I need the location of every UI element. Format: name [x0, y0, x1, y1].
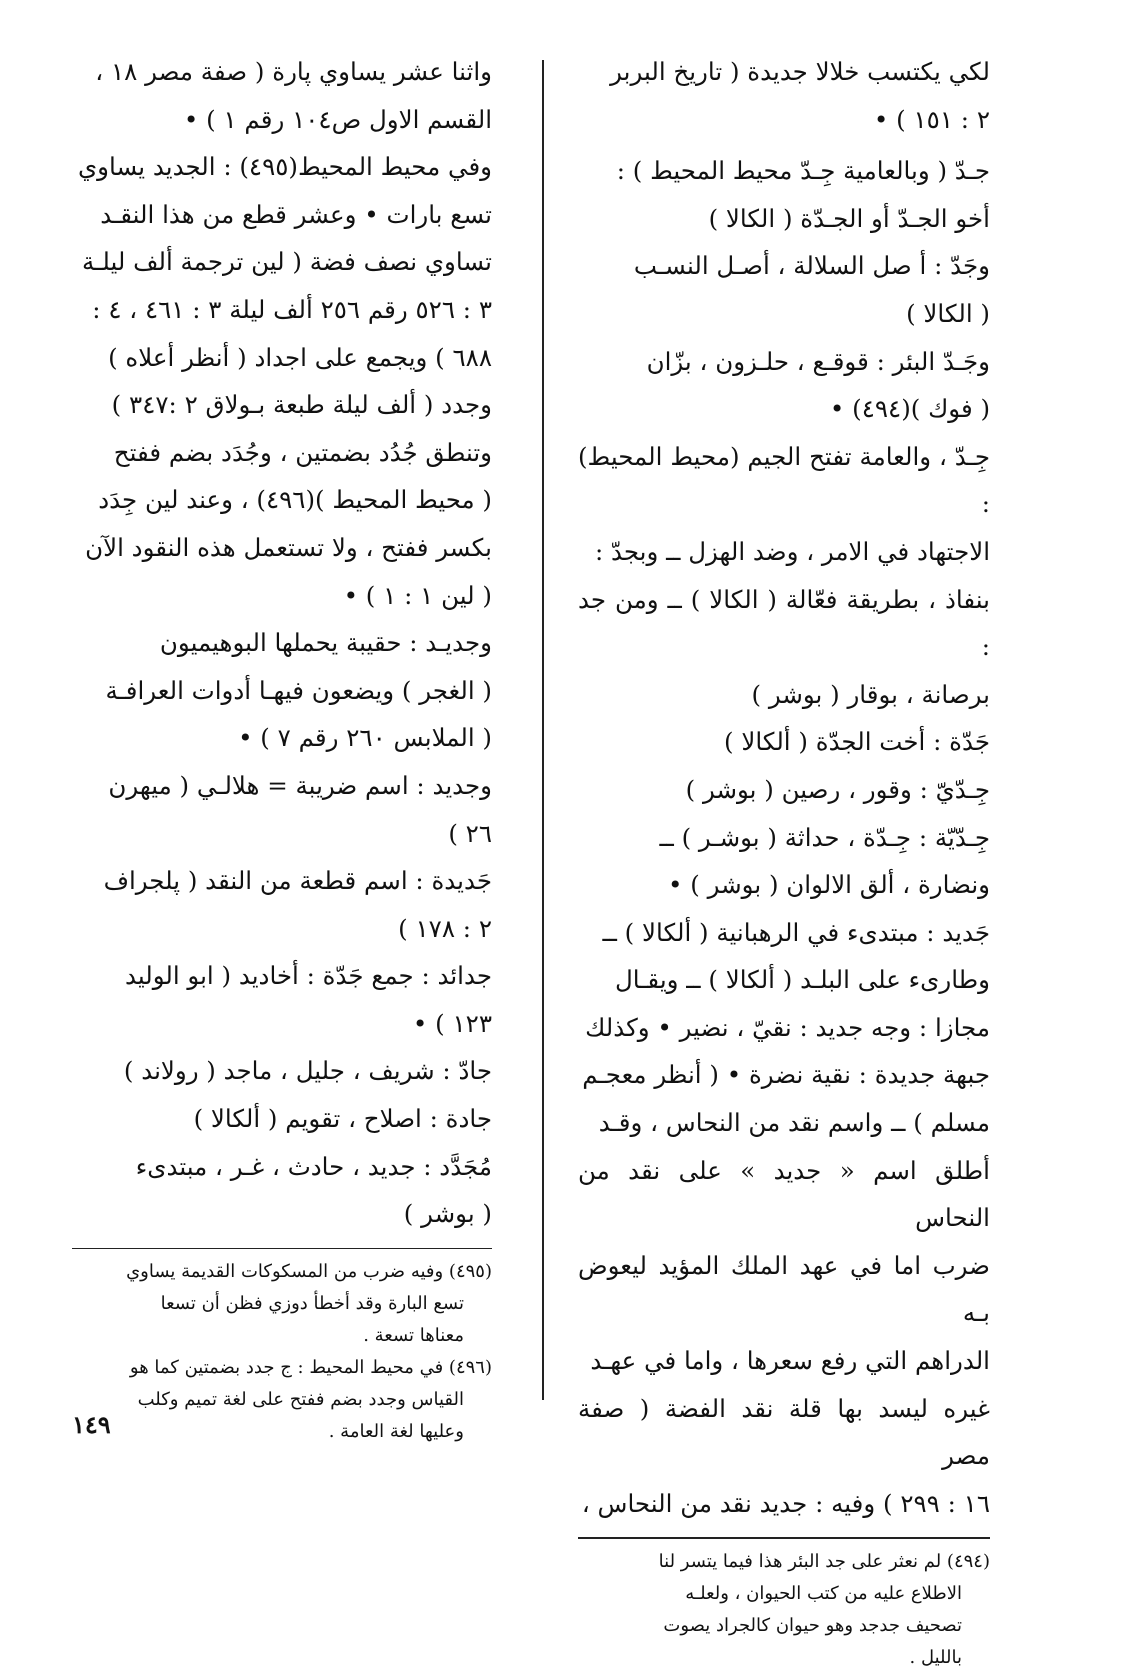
text-line: ( بوشر ): [403, 1199, 492, 1229]
text-line: جادة : اصلاح ، تقويم ( ألكالا ): [193, 1104, 492, 1134]
footnote-line: وعليها لغة العامة .: [328, 1421, 464, 1443]
text-line: وفي محيط المحيط(٤٩٥) : الجديد يساوي: [77, 152, 492, 182]
text-line: وجديد : اسم ضريبة = هلالـي ( ميهرن: [108, 770, 492, 800]
text-line: ( لين ١ : ١ ) •: [343, 580, 492, 610]
column-divider: [542, 60, 544, 1400]
footnote-line: بالليل .: [909, 1646, 962, 1668]
text-line: مجازا : وجه جديد : نقيّ ، نضير • وكذلك: [585, 1012, 990, 1042]
footnote-rule: [72, 1248, 492, 1250]
text-line: واثنا عشر يساوي پارة ( صفة مصر ١٨ ،: [95, 57, 492, 86]
text-line: جبهة جديدة : نقية نضرة • ( أنظر معجـم: [582, 1060, 990, 1090]
text-line: بنفاذ ، بطريقة فعّالة ( الكالا ) ــ ومن جد :: [578, 584, 990, 662]
footnote-line: (٤٩٥) وفيه ضرب من المسكوكات القديمة يساوي: [126, 1261, 492, 1283]
text-line: ٢ : ١٧٨ ): [398, 913, 492, 943]
footnote-line: تصحيف جدجد وهو حيوان كالجراد يصوت: [663, 1614, 962, 1636]
footnote-rule: [578, 1537, 990, 1539]
footnote-line: (٤٩٤) لم نعثر على جد البئر هذا فيما يتسر لنا: [658, 1550, 990, 1572]
text-line: جَدّة : أخت الجدّة ( ألكالا ): [724, 727, 990, 757]
text-line: أخو الجـدّ أو الجـدّة ( الكالا ): [708, 203, 990, 233]
text-line: برصانة ، بوقار ( بوشر ): [751, 679, 990, 709]
text-line: ٢٦ ): [448, 818, 492, 848]
text-line: ( فوك )(٤٩٤) •: [829, 394, 990, 424]
text-line: جِـدّ ، والعامة تفتح الجيم (محيط المحيط) :: [578, 441, 990, 519]
text-line: ( الملابس ٢٦٠ رقم ٧ ) •: [238, 723, 492, 753]
text-line: تساوي نصف فضة ( لين ترجمة ألف ليلـة: [82, 247, 492, 277]
page-number: ١٤٩: [72, 1410, 111, 1439]
footnote-line: معناها تسعة .: [363, 1325, 464, 1347]
text-line: ٣ : ٥٢٦ رقم ٢٥٦ ألف ليلة ٣ : ٤٦١ ، ٤ :: [92, 294, 492, 324]
left-column-text: [72, 48, 492, 1238]
text-line: جـدّ ( وبالعامية جِـدّ محيط المحيط ) :: [616, 156, 990, 186]
text-line: وجَـدّ البئر : قوقـع ، حلـزون ، بزّان: [646, 346, 990, 376]
left-footnotes: [72, 1259, 492, 1445]
text-line: جِـدّيّة : جِـدّة ، حداثة ( بوشـر ) ــ: [659, 822, 990, 852]
text-line: ( الكالا ): [906, 298, 990, 328]
footnote-line: تسع البارة وقد أخطأ دوزي فظن أن تسعا: [160, 1293, 464, 1315]
right-column-text: [578, 48, 990, 1527]
text-line: وجديـد : حقيبة يحملها البوهيميون: [159, 628, 492, 658]
text-line: ٦٨٨ ) ويجمع على اجداد ( أنظر أعلاه ): [108, 342, 492, 372]
text-line: تسع بارات • وعشر قطع من هذا النقـد: [100, 199, 492, 229]
text-line: وطارىء على البلـد ( ألكالا ) ــ ويقـال: [614, 965, 990, 995]
text-line: ٢ : ١٥١ ) •: [873, 104, 990, 134]
text-line: وجدد ( ألف ليلة طبعة بـولاق ٢ :٣٤٧ ): [111, 390, 492, 420]
left-column: [72, 48, 492, 1451]
text-line: ١٦ : ٢٩٩ ) وفيه : جديد نقد من النحاس ،: [581, 1488, 990, 1518]
text-line: أطلق اسم « جديد » على نقد من النحاس: [578, 1155, 990, 1233]
text-line: بكسر ففتح ، ولا تستعمل هذه النقود الآن: [85, 532, 492, 562]
text-line: لكي يكتسب خلالا جديدة ( تاريخ البربر: [610, 57, 990, 86]
footnote-line: القياس وجدد بضم ففتح على لغة تميم وكلب: [137, 1389, 464, 1411]
text-line: جَديدة : اسم قطعة من النقد ( پلجراف: [103, 866, 492, 896]
right-column: [578, 48, 990, 1677]
text-line: مُجَدَّد : جديد ، حادث ، غـر ، مبتدىء: [135, 1151, 492, 1181]
text-line: الاجتهاد في الامر ، وضد الهزل ــ وبجدّ :: [594, 536, 990, 566]
text-line: مسلم ) ــ واسم نقد من النحاس ، وقـد: [598, 1108, 990, 1138]
footnote-line: الاطلاع عليه من كتب الحيوان ، ولعلـه: [685, 1582, 962, 1604]
text-line: وتنطق جُدُد بضمتين ، وجُدَد بضم ففتح: [113, 437, 492, 467]
text-line: ١٢٣ ) •: [412, 1008, 492, 1038]
text-line: وجَدّ : أ صل السلالة ، أصـل النسـب: [633, 251, 990, 281]
text-line: القسم الاول ص١٠٤ رقم ١ ) •: [183, 104, 492, 134]
text-line: جَديد : مبتدىء في الرهبانية ( ألكالا ) ــ: [602, 917, 990, 947]
text-line: الدراهم التي رفع سعرها ، واما في عهـد: [590, 1346, 990, 1376]
text-line: جادّ : شريف ، جليل ، ماجد ( رولاند ): [123, 1056, 492, 1086]
text-line: جدائد : جمع جَدّة : أخاديد ( ابو الوليد: [125, 961, 492, 991]
footnote-line: (٤٩٦) في محيط المحيط : ج جدد بضمتين كما هو: [129, 1357, 492, 1379]
text-line: ( الغجر ) ويضعون فيهـا أدوات العرافـة: [105, 675, 492, 705]
text-line: غيره ليسد بها قلة نقد الفضة ( صفة مصر: [578, 1393, 990, 1471]
text-line: جِـدّيّ : وقور ، رصين ( بوشر ): [685, 774, 990, 804]
text-line: ( محيط المحيط )(٤٩٦) ، وعند لين جِدَد: [98, 485, 492, 515]
right-footnotes: [578, 1549, 990, 1671]
text-line: ونضارة ، ألق الالوان ( بوشر ) •: [668, 870, 990, 900]
text-line: ضرب اما في عهد الملك المؤيد ليعوض بـه: [578, 1250, 990, 1328]
